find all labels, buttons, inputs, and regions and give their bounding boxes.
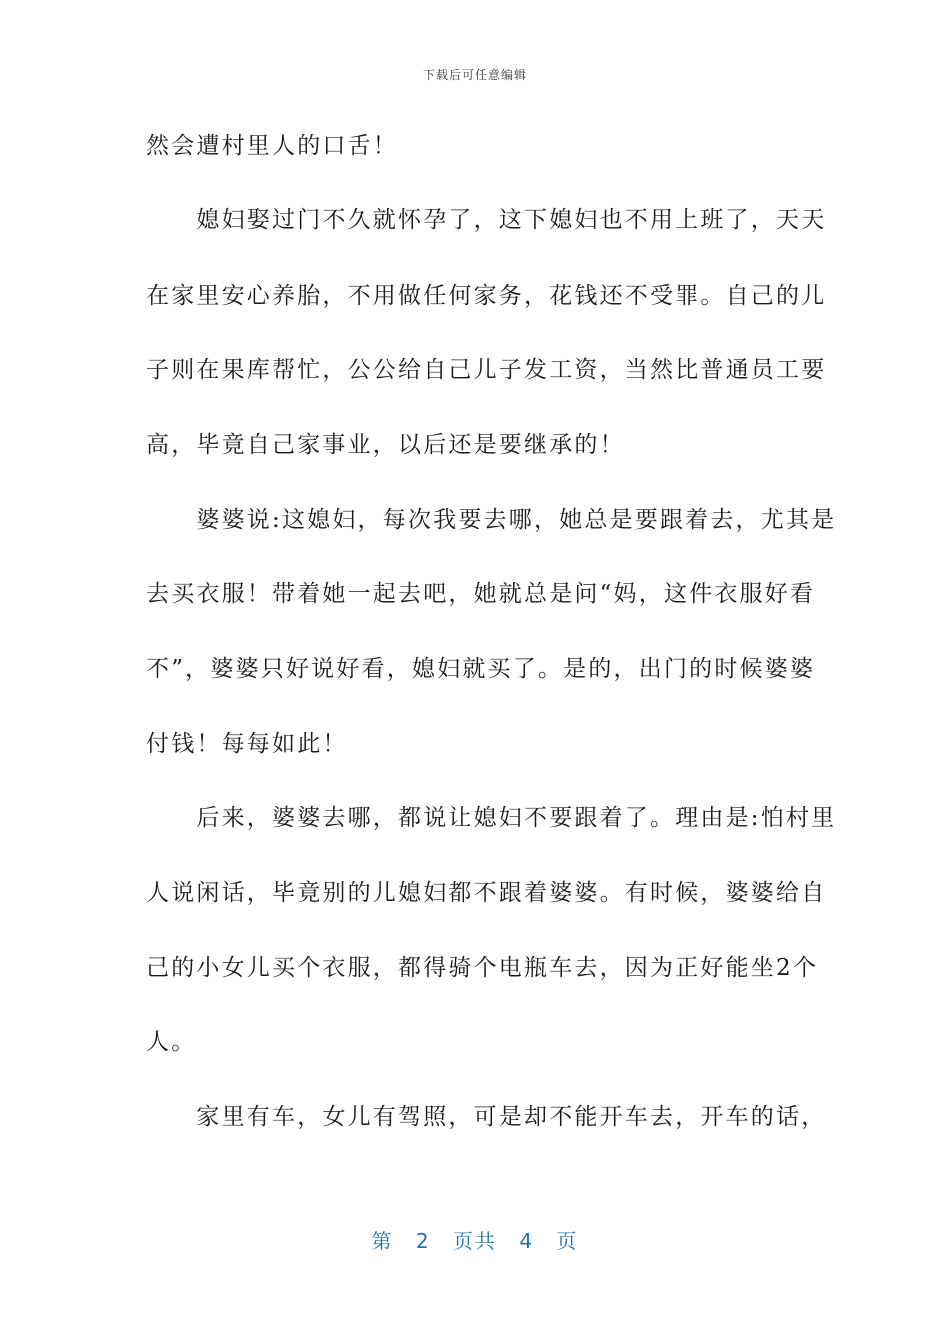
- body-line: 在家里安心养胎，不用做任何家务，花钱还不受罪。自己的儿: [146, 283, 827, 309]
- body-line: 去买衣服！带着她一起去吧，她就总是问“妈，这件衣服好看: [146, 581, 816, 607]
- body-line: 然会遭村里人的口舌！: [146, 133, 398, 159]
- body-line: 付钱！每每如此！: [146, 731, 348, 757]
- body-line: 子则在果库帮忙，公公给自己儿子发工资，当然比普通员工要: [146, 357, 827, 383]
- body-line: 后来，婆婆去哪，都说让媳妇不要跟着了。理由是:怕村里: [146, 805, 837, 831]
- page-header: 下载后可任意编辑: [422, 68, 527, 82]
- body-line: 己的小女儿买个衣服，都得骑个电瓶车去，因为正好能坐2个: [146, 955, 819, 981]
- body-line: 高，毕竟自己家事业，以后还是要继承的！: [146, 432, 625, 458]
- body-line: 人。: [146, 1029, 197, 1055]
- page-number-footer: 第 2 页共 4 页: [371, 1229, 579, 1253]
- body-line: 婆婆说:这媳妇，每次我要去哪，她总是要跟着去，尤其是: [146, 507, 837, 533]
- body-line: 家里有车，女儿有驾照，可是却不能开车去，开车的话，: [146, 1104, 827, 1130]
- body-line: 不”，婆婆只好说好看，媳妇就买了。是的，出门的时候婆婆: [146, 656, 816, 682]
- body-line: 媳妇娶过门不久就怀孕了，这下媳妇也不用上班了，天天: [146, 207, 827, 233]
- body-line: 人说闲话，毕竟别的儿媳妇都不跟着婆婆。有时候，婆婆给自: [146, 880, 827, 906]
